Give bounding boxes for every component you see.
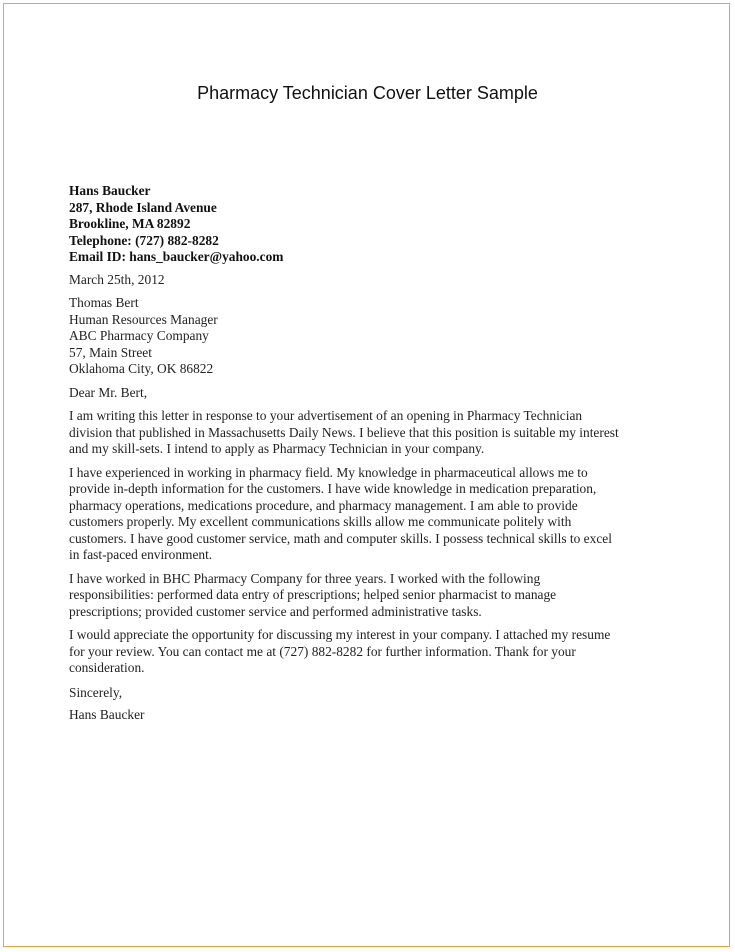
sender-name: Hans Baucker	[69, 183, 151, 198]
paragraph-line: pharmacy operations, medications procedure, and pharmacy management. I am able to provide	[69, 497, 578, 513]
paragraph-line: provide in-depth information for the customers. I have wide knowledge in medication preparation,	[69, 481, 597, 496]
paragraph-line: division that published in Massachusetts Daily News. I believe that this position is suitable my interest	[69, 424, 619, 440]
signature-name: Hans Baucker	[69, 707, 145, 722]
sender-address-line2: Brookline, MA 82892	[69, 216, 191, 231]
paragraph-line: I am writing this letter in response to your advertisement of an opening in Pharmacy Technician	[69, 408, 583, 423]
recipient-company: ABC Pharmacy Company	[69, 328, 209, 343]
sender-block	[69, 183, 669, 266]
letter-date: March 25th, 2012	[69, 271, 165, 287]
sender-address-line1: 287, Rhode Island Avenue	[69, 199, 217, 215]
recipient-block	[69, 295, 669, 378]
recipient-street: 57, Main Street	[69, 344, 152, 360]
paragraph-line: responsibilities: performed data entry of prescriptions; helped senior pharmacist to manage	[69, 587, 557, 602]
paragraph-line: for your review. You can contact me at (727) 882-8282 for further information. Thank for your	[69, 643, 576, 659]
sender-email: Email ID: hans_baucker@yahoo.com	[69, 249, 284, 264]
paragraph-line: customers. I have good customer service, math and computer skills. I possess technical skills to excel	[69, 530, 612, 546]
document-title: Pharmacy Technician Cover Letter Sample	[197, 83, 538, 103]
paragraph-line: I have experienced in working in pharmacy field. My knowledge in pharmaceutical allows me to	[69, 464, 588, 480]
paragraph-line: prescriptions; provided customer service and performed administrative tasks.	[69, 603, 482, 619]
paragraph-line: customers properly. My excellent communications skills allow me communicate politely with	[69, 514, 572, 529]
letter-body	[69, 183, 669, 724]
paragraph-line: I have worked in BHC Pharmacy Company for three years. I worked with the following	[69, 570, 541, 586]
recipient-city: Oklahoma City, OK 86822	[69, 361, 214, 376]
paragraph-line: I would appreciate the opportunity for discussing my interest in your company. I attached my resume	[69, 627, 611, 642]
recipient-title: Human Resources Manager	[69, 311, 218, 327]
paragraph-line: and my skill-sets. I intend to apply as Pharmacy Technician in your company.	[69, 441, 485, 456]
paragraph-intro	[69, 408, 669, 458]
sender-telephone: Telephone: (727) 882-8282	[69, 232, 219, 248]
recipient-name: Thomas Bert	[69, 295, 139, 310]
paragraph-work-history	[69, 571, 669, 621]
paragraph-experience	[69, 465, 669, 564]
paragraph-closing	[69, 627, 669, 677]
complimentary-close: Sincerely,	[69, 684, 123, 700]
paragraph-line: in fast-paced environment.	[69, 547, 213, 562]
paragraph-line: consideration.	[69, 660, 145, 675]
salutation: Dear Mr. Bert,	[69, 384, 148, 400]
